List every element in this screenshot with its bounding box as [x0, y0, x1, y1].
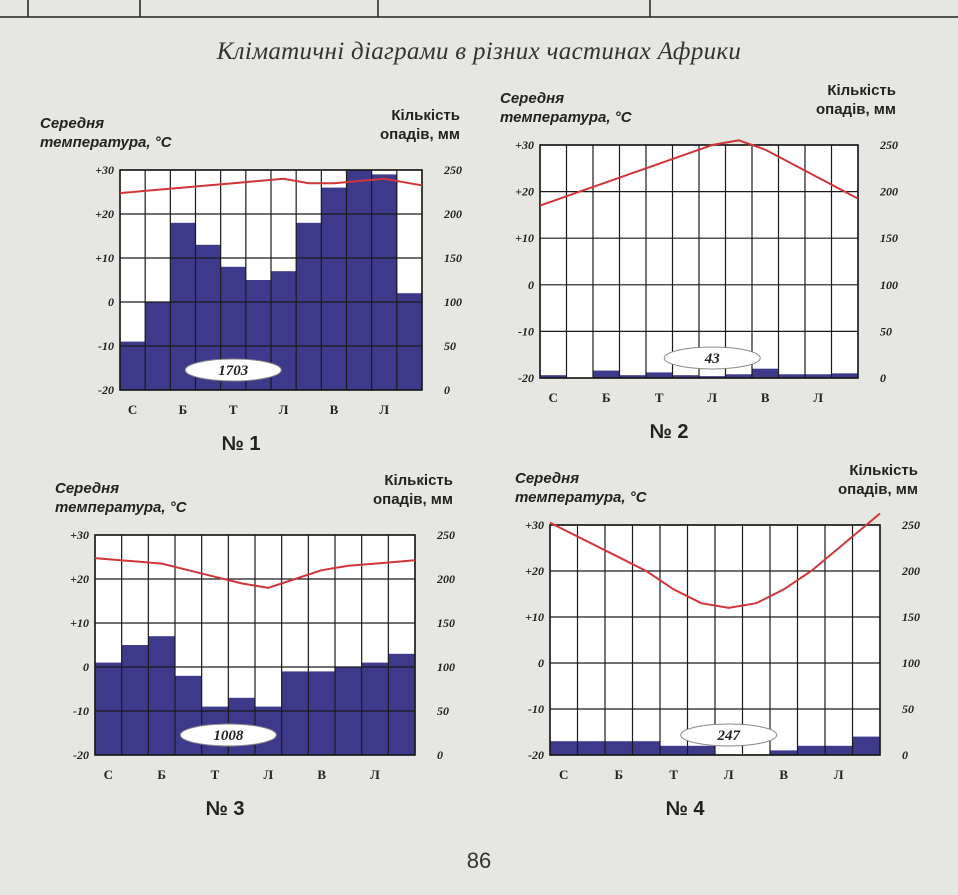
- month-label: В: [317, 767, 327, 782]
- page-title: Кліматичні діаграми в різних частинах Африки: [216, 38, 742, 65]
- precip-tick-label: 250: [437, 528, 455, 542]
- precip-bar: [688, 746, 716, 755]
- right-axis-title: Кількість: [391, 107, 460, 124]
- temp-tick-label: +30: [525, 518, 544, 532]
- left-axis-title: температура, °С: [515, 489, 647, 506]
- chart-number-label: № 2: [649, 421, 689, 443]
- temp-tick-label: 0: [83, 660, 89, 674]
- month-label: Т: [654, 390, 664, 405]
- chart-number-label: № 3: [205, 798, 245, 820]
- month-label: С: [548, 390, 558, 405]
- right-axis-title: опадів, мм: [837, 481, 918, 498]
- left-axis-title: Середня: [515, 470, 580, 487]
- month-label: Л: [263, 767, 274, 782]
- left-axis-title: Середня: [500, 90, 565, 107]
- precip-tick-label: 50: [437, 704, 449, 718]
- precip-bar: [578, 741, 606, 755]
- month-label: В: [329, 402, 339, 417]
- right-axis-title: опадів, мм: [379, 126, 460, 143]
- precip-tick-label: 0: [902, 748, 908, 762]
- month-label: С: [103, 767, 114, 782]
- precip-tick-label: 250: [444, 163, 462, 177]
- chart-svg: [500, 82, 928, 458]
- precip-tick-label: 200: [437, 572, 455, 586]
- precip-tick-label: 0: [437, 748, 443, 762]
- chart-svg: [55, 465, 485, 835]
- right-axis-title: Кількість: [384, 472, 453, 489]
- precip-bar: [347, 170, 372, 390]
- precip-tick-label: 250: [880, 138, 898, 152]
- precip-bar: [120, 342, 145, 390]
- month-label: Т: [669, 767, 679, 782]
- precip-bar: [372, 174, 397, 390]
- precip-bar: [550, 741, 578, 755]
- precip-bar: [362, 663, 389, 755]
- month-label: Л: [813, 390, 824, 405]
- annual-total-label: 247: [717, 728, 740, 744]
- chart-number-label: № 4: [665, 798, 705, 820]
- climate-chart-4: [515, 462, 950, 835]
- temp-tick-label: -20: [98, 383, 114, 397]
- chart-number-label: № 1: [221, 433, 261, 455]
- precip-bar: [321, 188, 346, 390]
- month-label: Л: [833, 767, 844, 782]
- month-label: Л: [723, 767, 734, 782]
- precip-bar: [825, 746, 853, 755]
- precip-bar: [633, 741, 661, 755]
- month-label: Б: [178, 402, 188, 417]
- temp-tick-label: +20: [95, 207, 114, 221]
- precip-tick-label: 200: [444, 207, 462, 221]
- precip-tick-label: 250: [902, 518, 920, 532]
- precip-tick-label: 100: [444, 295, 462, 309]
- month-label: Т: [210, 767, 220, 782]
- month-label: С: [559, 767, 569, 782]
- annual-total-label: 1008: [213, 728, 244, 744]
- climate-chart-1: [40, 100, 492, 470]
- temp-tick-label: -20: [518, 371, 534, 385]
- precip-bar: [122, 645, 149, 755]
- precip-bar: [752, 369, 779, 378]
- temp-tick-label: +10: [70, 616, 89, 630]
- temp-tick-label: -20: [528, 748, 544, 762]
- precip-tick-label: 100: [902, 656, 920, 670]
- precip-bar: [296, 223, 321, 390]
- page-number: 86: [466, 848, 492, 873]
- precip-tick-label: 50: [444, 339, 456, 353]
- temp-tick-label: +30: [515, 138, 534, 152]
- precip-bar: [660, 746, 688, 755]
- month-label: С: [127, 402, 138, 417]
- month-label: Т: [228, 402, 238, 417]
- precip-tick-label: 100: [880, 277, 898, 292]
- temp-tick-label: 0: [538, 656, 544, 670]
- left-axis-title: температура, °С: [55, 499, 187, 516]
- left-axis-title: температура, °С: [40, 134, 172, 151]
- precip-bar: [95, 663, 122, 755]
- precip-bar: [388, 654, 415, 755]
- temp-tick-label: -10: [73, 704, 89, 718]
- month-label: В: [760, 390, 770, 405]
- temp-tick-label: +20: [70, 572, 89, 586]
- precip-tick-label: 0: [880, 371, 886, 385]
- month-label: Б: [601, 390, 611, 405]
- temp-tick-label: +30: [70, 528, 89, 542]
- temp-tick-label: +20: [515, 184, 534, 199]
- temp-tick-label: -10: [518, 324, 534, 339]
- precip-tick-label: 0: [444, 383, 450, 397]
- precip-tick-label: 50: [880, 324, 892, 339]
- chart-svg: [40, 100, 492, 470]
- precip-bar: [798, 746, 826, 755]
- temp-tick-label: -10: [98, 339, 114, 353]
- temp-tick-label: +10: [525, 610, 544, 624]
- left-axis-title: температура, °С: [500, 109, 632, 126]
- temp-tick-label: +20: [525, 564, 544, 578]
- left-axis-title: Середня: [40, 115, 105, 132]
- month-label: Б: [157, 767, 166, 782]
- top-table-remnant: [0, 0, 958, 20]
- precip-tick-label: 150: [880, 231, 898, 246]
- precip-tick-label: 150: [444, 251, 462, 265]
- precip-bar: [148, 636, 175, 755]
- precip-bar: [308, 671, 335, 755]
- temp-tick-label: -10: [528, 702, 544, 716]
- chart-svg: [515, 462, 950, 835]
- precip-tick-label: 150: [437, 616, 455, 630]
- temp-tick-label: +30: [95, 163, 114, 177]
- annual-total-label: 1703: [218, 363, 249, 379]
- annual-total-label: 43: [704, 351, 720, 367]
- right-axis-title: опадів, мм: [372, 491, 453, 508]
- month-label: Л: [707, 390, 718, 405]
- month-label: Л: [379, 402, 390, 417]
- precip-tick-label: 100: [437, 660, 455, 674]
- precip-tick-label: 150: [902, 610, 920, 624]
- precip-bar: [282, 671, 309, 755]
- climate-chart-2: [500, 82, 928, 458]
- right-axis-title: Кількість: [849, 462, 918, 479]
- precip-bar: [605, 741, 633, 755]
- precip-tick-label: 50: [902, 702, 914, 716]
- month-label: Б: [614, 767, 624, 782]
- precip-bar: [397, 293, 422, 390]
- precip-tick-label: 200: [880, 184, 898, 199]
- precip-tick-label: 200: [902, 564, 920, 578]
- temp-tick-label: -20: [73, 748, 89, 762]
- temp-tick-label: +10: [95, 251, 114, 265]
- temp-tick-label: +10: [515, 231, 534, 246]
- right-axis-title: опадів, мм: [815, 101, 896, 118]
- month-label: В: [779, 767, 789, 782]
- month-label: Л: [370, 767, 380, 782]
- climate-chart-3: [55, 465, 485, 835]
- month-label: Л: [278, 402, 289, 417]
- precip-bar: [646, 372, 673, 378]
- temp-tick-label: 0: [528, 277, 534, 292]
- precip-bar: [853, 737, 881, 755]
- right-axis-title: Кількість: [827, 82, 896, 99]
- precip-bar: [593, 371, 620, 378]
- left-axis-title: Середня: [55, 480, 120, 497]
- temp-tick-label: 0: [108, 295, 114, 309]
